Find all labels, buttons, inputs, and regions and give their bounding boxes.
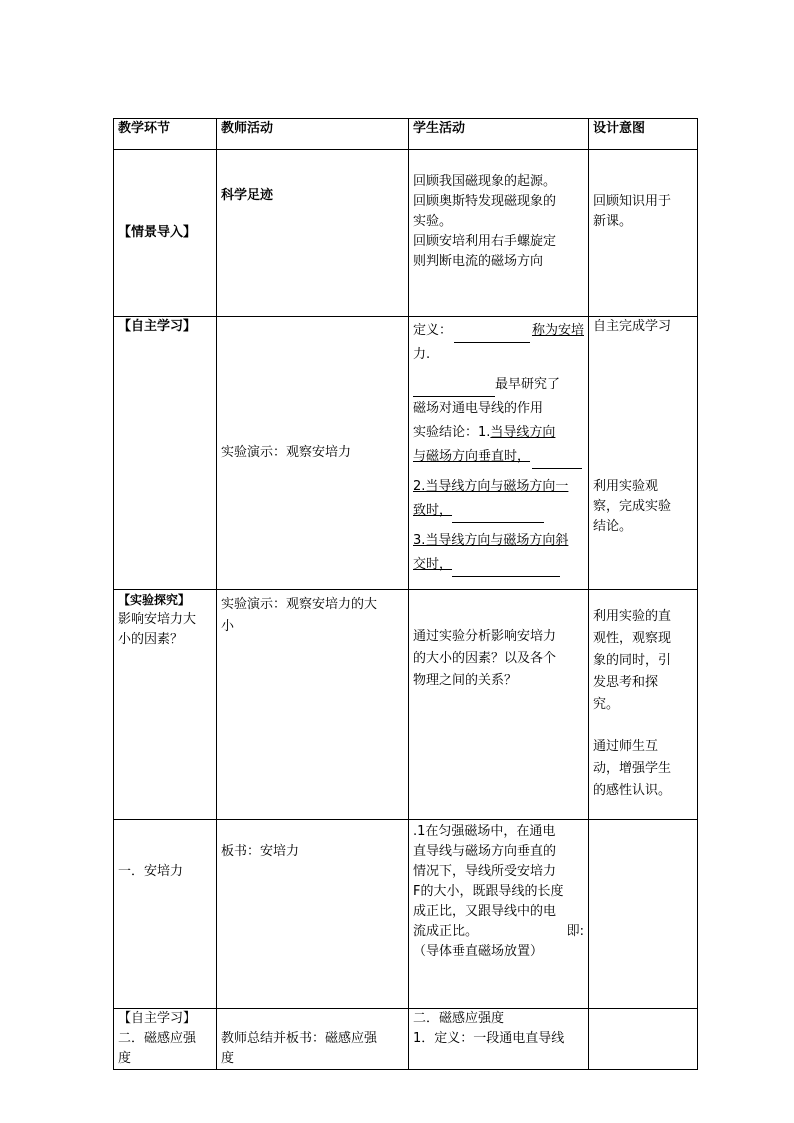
student-cell: 二．磁感应强度 1．定义：一段通电直导线: [409, 1009, 589, 1070]
header-teacher: 教师活动: [217, 119, 409, 150]
lesson-plan-table: [113, 118, 698, 1070]
header-student: 学生活动: [409, 119, 589, 150]
student-line: 回顾奥斯特发现磁现象的: [413, 194, 557, 209]
teacher-cell: 板书：安培力: [217, 820, 409, 1009]
student-line: 则判断电流的磁场方向: [413, 254, 544, 269]
answer-blank: [413, 382, 495, 397]
scientist-line: 最早研究了: [413, 373, 584, 397]
student-cell: .1在匀强磁场中，在通电 直导线与磁场方向垂直的 情况下，导线所受安培力 F的大小，既跟导线的长度 成正比，又跟导线中的电 流成正比。 即: （导体垂直磁场放置）: [409, 820, 589, 1009]
intent-cell: [589, 820, 698, 1009]
student-cell: 定义： 称为安培 力. 最早研究了 磁场对通电导线的作用 实验结论：1. 当导线方向 与磁场方向垂直时， 2.当导线方向与磁场方向一 致时， 3.当导线方向与磁场方向斜 交时，: [409, 317, 589, 590]
intent-cell: [589, 1009, 698, 1070]
teacher-activity: 科学足迹: [221, 188, 274, 203]
table-row: [114, 820, 698, 1009]
header-row: [114, 119, 698, 150]
stage-cell: 一．安培力: [114, 820, 217, 1009]
stage-cell: 【实验探究】 影响安培力大 小的因素？: [114, 590, 217, 820]
teacher-cell: [217, 317, 409, 590]
header-intent: 设计意图: [589, 119, 698, 150]
stage-label: 【自主学习】: [118, 319, 197, 334]
answer-blank: [454, 326, 530, 343]
stage-label: 【情景导入】: [118, 225, 197, 240]
answer-blank: [452, 562, 560, 577]
table-row: [114, 150, 698, 317]
table-row: [114, 1009, 698, 1070]
intent-line: 新课。: [593, 214, 633, 229]
conclusion-line: 2.当导线方向与磁场方向一: [413, 479, 569, 494]
table-row: [114, 590, 698, 820]
teacher-cell: 实验演示：观察安培力的大 小: [217, 590, 409, 820]
student-cell: [409, 150, 589, 317]
table-row: [114, 317, 698, 590]
teacher-activity: 实验演示：观察安培力: [221, 445, 352, 460]
stage-cell: [114, 150, 217, 317]
intent-cell: [589, 150, 698, 317]
student-cell: 通过实验分析影响安培力 的大小的因素？以及各个 物理之间的关系？: [409, 590, 589, 820]
answer-blank: [532, 452, 582, 469]
stage-cell: 【自主学习】 二．磁感应强 度: [114, 1009, 217, 1070]
definition-line: 定义： 称为安培: [413, 319, 584, 343]
conclusion-line: 3.当导线方向与磁场方向斜: [413, 533, 569, 548]
header-stage: 教学环节: [114, 119, 217, 150]
stage-cell: [114, 317, 217, 590]
answer-blank: [452, 508, 544, 523]
teacher-cell: 教师总结并板书：磁感应强 度: [217, 1009, 409, 1070]
intent-cell: 利用实验的直 观性，观察现 象的同时，引 发思考和探 究。 通过师生互 动，增强学生 的感性认识。: [589, 590, 698, 820]
student-line: 实验。: [413, 214, 453, 229]
intent-line: 回顾知识用于: [593, 194, 672, 209]
conclusion-line: 实验结论：1. 当导线方向: [413, 425, 556, 440]
teacher-cell: [217, 150, 409, 317]
student-line: 回顾我国磁现象的起源。: [413, 174, 557, 189]
intent-cell: 自主完成学习 利用实验观 察，完成实验 结论。: [589, 317, 698, 590]
student-line: 回顾安培利用右手螺旋定: [413, 234, 557, 249]
